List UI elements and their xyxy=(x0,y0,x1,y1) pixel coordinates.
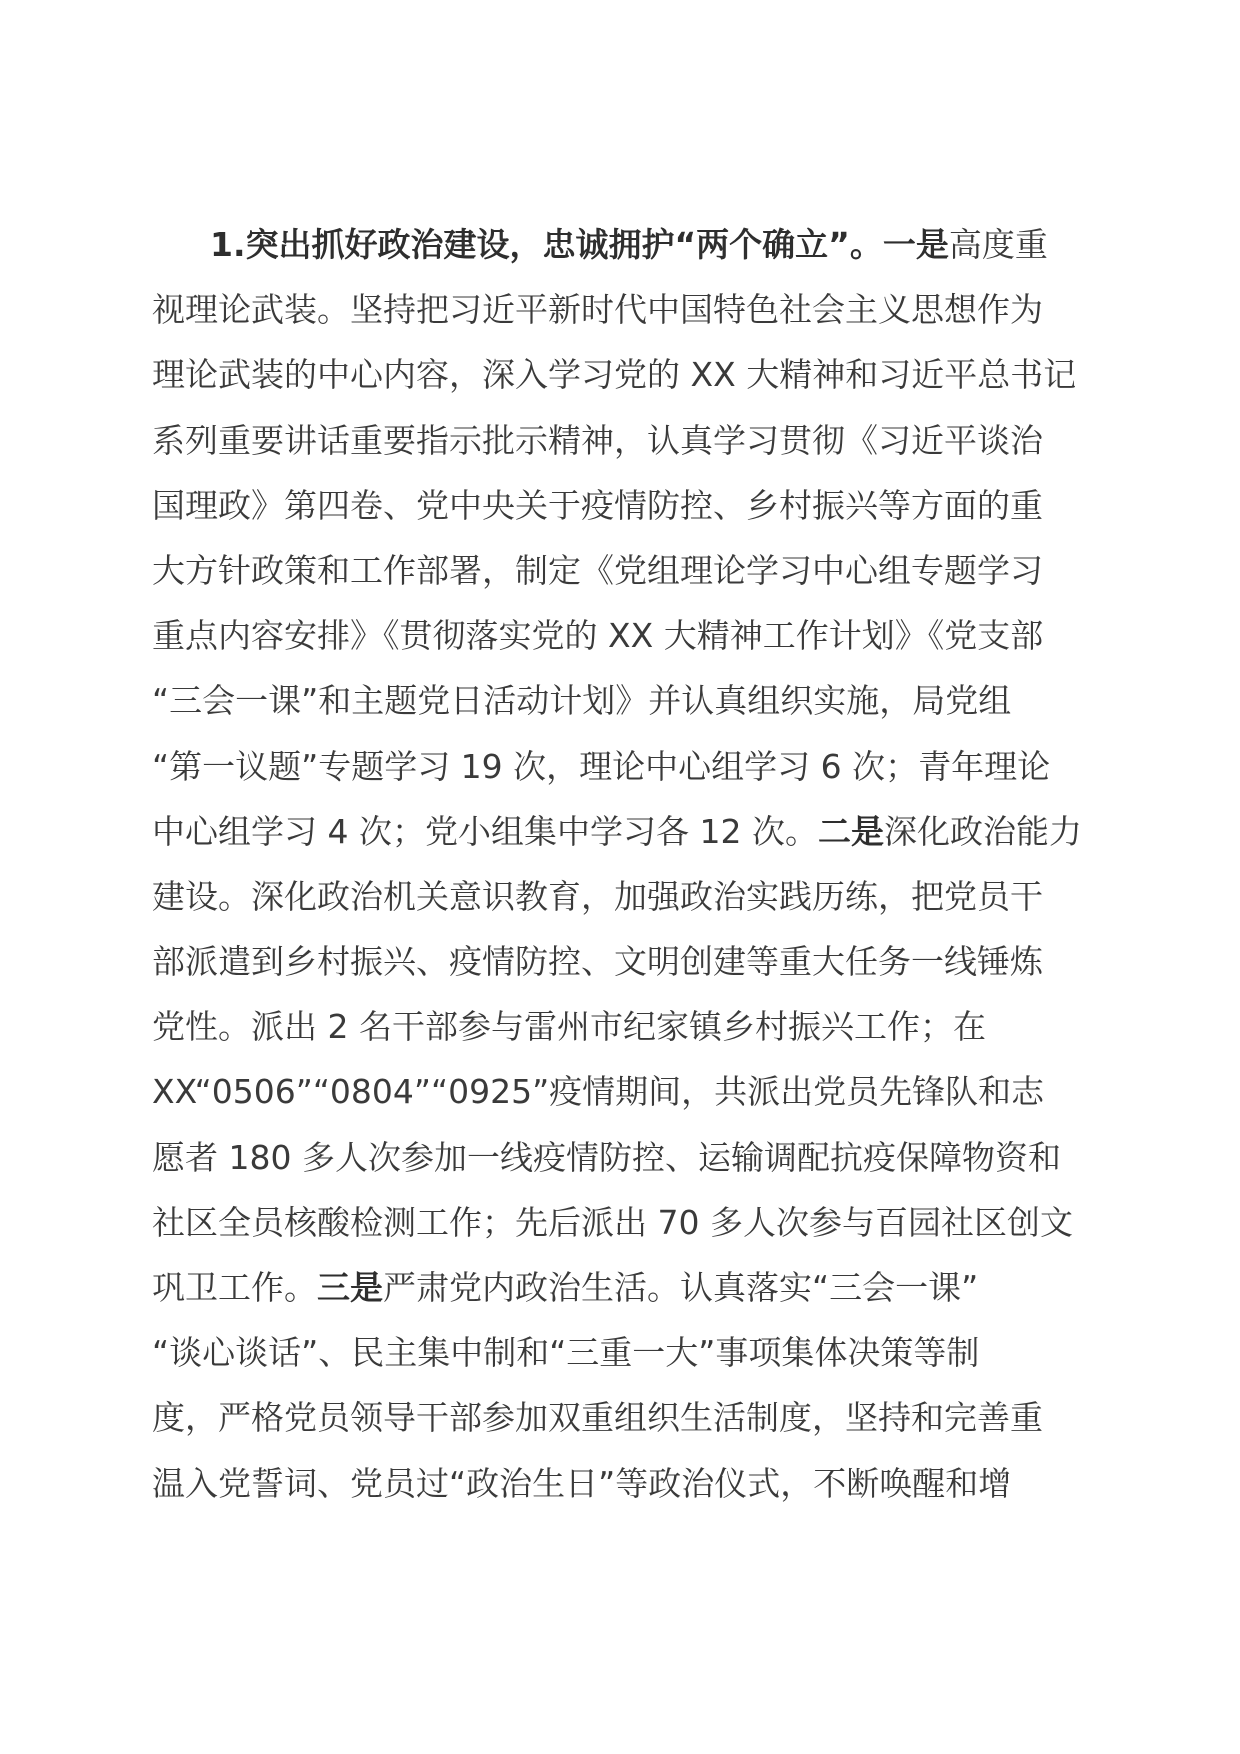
text-line xyxy=(152,1255,1092,1320)
bold-text-segment: 三是 xyxy=(317,1268,383,1307)
text-line xyxy=(152,1320,1092,1385)
text-segment: 严肃党内政治生活。认真落实“三会一课” xyxy=(383,1268,979,1307)
text-line xyxy=(152,864,1092,929)
text-segment: 重点内容安排》《贯彻落实党的 XX 大精神工作计划》《党支部 xyxy=(152,616,1044,656)
text-line xyxy=(152,1059,1092,1124)
text-segment: 社区全员核酸检测工作；先后派出 70 多人次参与百园社区创文 xyxy=(152,1202,1073,1242)
text-segment: 系列重要讲话重要指示批示精神，认真学习贯彻《习近平谈治 xyxy=(152,420,1043,460)
text-segment: XX“0506”“0804”“0925”疫情期间，共派出党员先锋队和志 xyxy=(152,1072,1045,1112)
text-line xyxy=(152,734,1092,799)
text-line xyxy=(152,668,1092,733)
text-segment: 高度重 xyxy=(948,225,1048,264)
text-segment: 国理政》第四卷、党中央关于疫情防控、乡村振兴等方面的重 xyxy=(152,485,1043,525)
text-segment: 愿者 180 多人次参加一线疫情防控、运输调配抗疫保障物资和 xyxy=(152,1137,1061,1177)
text-segment: “谈心谈话”、民主集中制和“三重一大”事项集体决策等制 xyxy=(152,1333,980,1373)
text-line xyxy=(152,994,1092,1059)
text-segment: 党性。派出 2 名干部参与雷州市纪家镇乡村振兴工作；在 xyxy=(152,1007,986,1047)
text-segment: 视理论武装。坚持把习近平新时代中国特色社会主义思想作为 xyxy=(152,290,1043,330)
text-line xyxy=(152,408,1092,473)
text-line xyxy=(152,1451,1092,1516)
bold-text-segment: 1.突出抓好政治建设，忠诚拥护“两个确立”。一是 xyxy=(210,225,949,264)
text-segment: 深化政治能力 xyxy=(883,811,1082,851)
text-segment: 中心组学习 4 次；党小组集中学习各 12 次。 xyxy=(152,811,818,851)
text-line xyxy=(152,538,1092,603)
text-segment: 建设。深化政治机关意识教育，加强政治实践历练，把党员干 xyxy=(152,876,1043,916)
text-line xyxy=(152,1190,1092,1255)
text-segment: “第一议题”专题学习 19 次，理论中心组学习 6 次；青年理论 xyxy=(152,746,1051,786)
bold-text-segment: 二是 xyxy=(817,811,884,851)
text-segment: 部派遣到乡村振兴、疫情防控、文明创建等重大任务一线锤炼 xyxy=(152,942,1043,982)
text-line xyxy=(152,799,1092,864)
text-line xyxy=(152,277,1092,342)
text-segment: 巩卫工作。 xyxy=(152,1268,317,1307)
text-line xyxy=(152,1125,1092,1190)
text-segment: “三会一课”和主题党日活动计划》并认真组织实施，局党组 xyxy=(152,681,1012,721)
text-segment: 理论武装的中心内容，深入学习党的 XX 大精神和习近平总书记 xyxy=(152,355,1077,395)
text-line xyxy=(152,603,1092,668)
text-segment: 大方针政策和工作部署，制定《党组理论学习中心组专题学习 xyxy=(152,550,1043,590)
body-paragraph xyxy=(152,212,1092,1516)
text-line xyxy=(152,342,1092,407)
text-segment: 温入党誓词、党员过“政治生日”等政治仪式，不断唤醒和增 xyxy=(152,1463,1012,1503)
text-line xyxy=(152,473,1092,538)
text-line xyxy=(152,929,1092,994)
text-segment: 度，严格党员领导干部参加双重组织生活制度，坚持和完善重 xyxy=(152,1398,1043,1438)
text-line xyxy=(152,1385,1092,1450)
text-line xyxy=(152,212,1092,277)
